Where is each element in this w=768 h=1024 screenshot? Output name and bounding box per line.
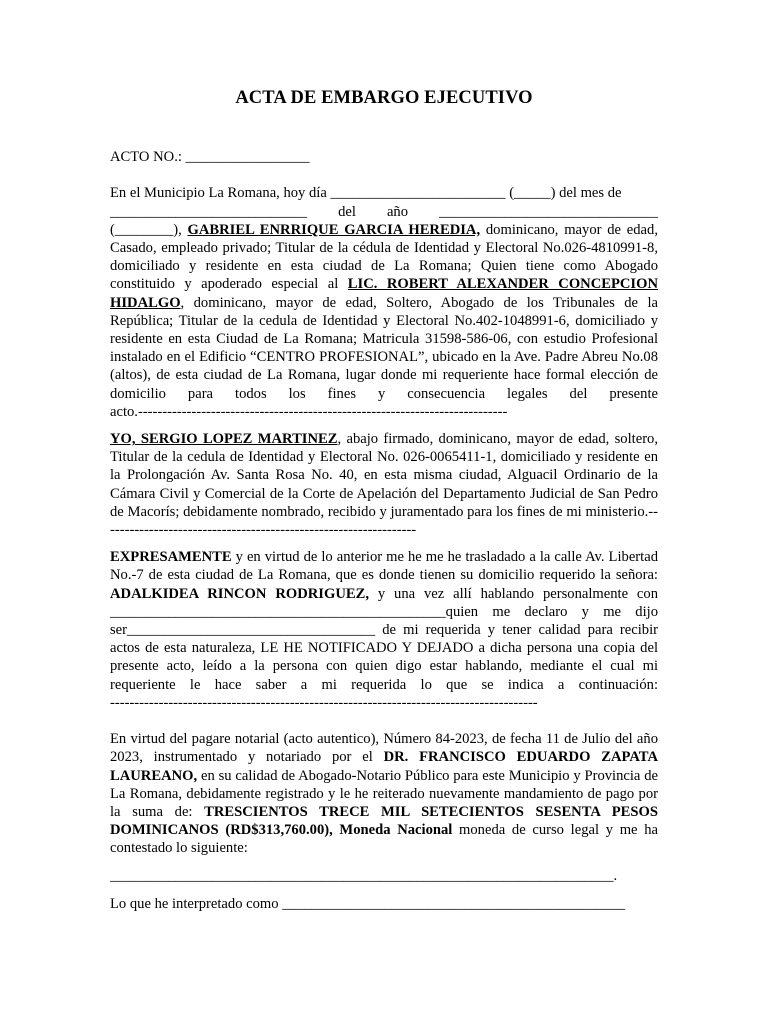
abogado-details: , dominicano, mayor de edad, Soltero, Abogado de los Tribunales de la República; Titular de la cedula de Identidad y Electoral No.402-1048991-6, domiciliado y residente en esta Ciudad de La Romana; Matricula 31598-586-06, con estudio Profesional instalado en el Edificio “CENTRO PROFESIONAL”, ubicado en la Ave. Padre Abreu No.08 (altos), de esta ciudad de La Romana, lugar donde mi requeriente hace formal elección de domicilio para todos los fines y consecuencia legales del presente xyxy=(110,294,658,402)
intro-line-1: En el Municipio La Romana, hoy día ________________________ (_____) del mes de xyxy=(110,185,622,202)
word-del: del xyxy=(338,203,356,220)
expresamente-text-1: y en virtud de lo anterior me he me he trasladado a la calle Av. Libertad No.-7 de esta ciudad de La Romana, que es donde tienen su domicilio requerido la señora: xyxy=(110,549,658,584)
intro-body xyxy=(110,221,658,403)
pagare-text-3: moneda de curso legal y me ha contestado lo siguiente: xyxy=(110,822,658,857)
pagare-text-1: En virtud del pagare notarial (acto autentico), Número 84-2023, de fecha 11 de Julio del año 2023, instrumentado y notariado por el xyxy=(110,731,658,766)
pagare-text-2: en su calidad de Abogado-Notario Público para este Municipio y Provincia de La Romana, debidamente registrado y le he reiterado nuevamente mandamiento de pago por la suma de: xyxy=(110,767,658,821)
answer-blank-line: _____________________________________________________________________. xyxy=(110,867,618,884)
abogado-name: LIC. ROBERT ALEXANDER CONCEPCION HIDALGO xyxy=(110,276,659,311)
expresamente-lead: EXPRESAMENTE xyxy=(110,549,232,566)
intro-closing: acto.---------------------------------------------------------------------------- xyxy=(110,403,508,420)
expresamente-dashes: ---------------------------------------------------------------------------------------- xyxy=(110,694,538,711)
blank-month: ___________________________ xyxy=(110,203,308,220)
expresamente-paragraph xyxy=(110,548,658,712)
document-title: ACTA DE EMBARGO EJECUTIVO xyxy=(235,88,533,108)
requerida-name: ADALKIDEA RINCON RODRIGUEZ, xyxy=(110,585,369,602)
word-ano: año xyxy=(386,203,409,220)
alguacil-name: YO, SERGIO LOPEZ MARTINEZ xyxy=(110,431,338,448)
acto-number-line: ACTO NO.: _________________ xyxy=(110,149,310,165)
alguacil-details: , abajo firmado, dominicano, mayor de edad, soltero, Titular de la cedula de Identidad y Electoral No. 026-0065411-1, domiciliado y residente en la Prolongación Av. Santa Rosa No. 40, en esta misma ciudad, Alguacil Ordinario de la Cámara Civil y Comercial de la Corte de Apelación del Departamento Judicial de San Pedro de Macorís; debidamente nombrado, recibido y juramentado para los fines de mi ministerio.----------------------------------------------------------------- xyxy=(110,431,658,539)
blank-year: ______________________________ xyxy=(439,203,658,220)
notario-name: DR. FRANCISCO EDUARDO ZAPATA LAUREANO, xyxy=(110,749,658,784)
document-body xyxy=(110,148,658,913)
blank-year-number: (________), xyxy=(110,221,188,238)
expresamente-text-2: y una vez allí hablando personalmente con ______________________________________________quien me declaro y me dijo ser__________________________________ de mi requerida y tener calidad para recibir actos de esta naturaleza, LE HE NOTIFICADO Y DEJADO a dicha persona una copia del presente acto, leído a la persona con quien digo estar hablando, mediante el cual mi requeriente le hace saber a mi requerida lo que se indica a continuación: xyxy=(110,585,659,693)
intro-line-2 xyxy=(110,203,658,221)
payment-amount: TRESCIENTOS TRECE MIL SETECIENTOS SESENTA PESOS DOMINICANOS (RD$313,760.00), Moneda Nacional xyxy=(110,804,658,839)
interpretado-line: Lo que he interpretado como _______________________________________________ xyxy=(110,895,626,912)
intro-paragraph xyxy=(110,184,658,421)
alguacil-paragraph xyxy=(110,430,658,539)
requiriente-name: GABRIEL ENRRIQUE GARCIA HEREDIA, xyxy=(187,221,481,238)
pagare-paragraph xyxy=(110,730,658,857)
requiriente-details: dominicano, mayor de edad, Casado, empleado privado; Titular de la cédula de Identidad y Electoral No.026-4810991-8, domiciliado y residente en esta ciudad de La Romana; Quien tiene como Abogado constituido y apoderado especial al xyxy=(110,221,658,293)
